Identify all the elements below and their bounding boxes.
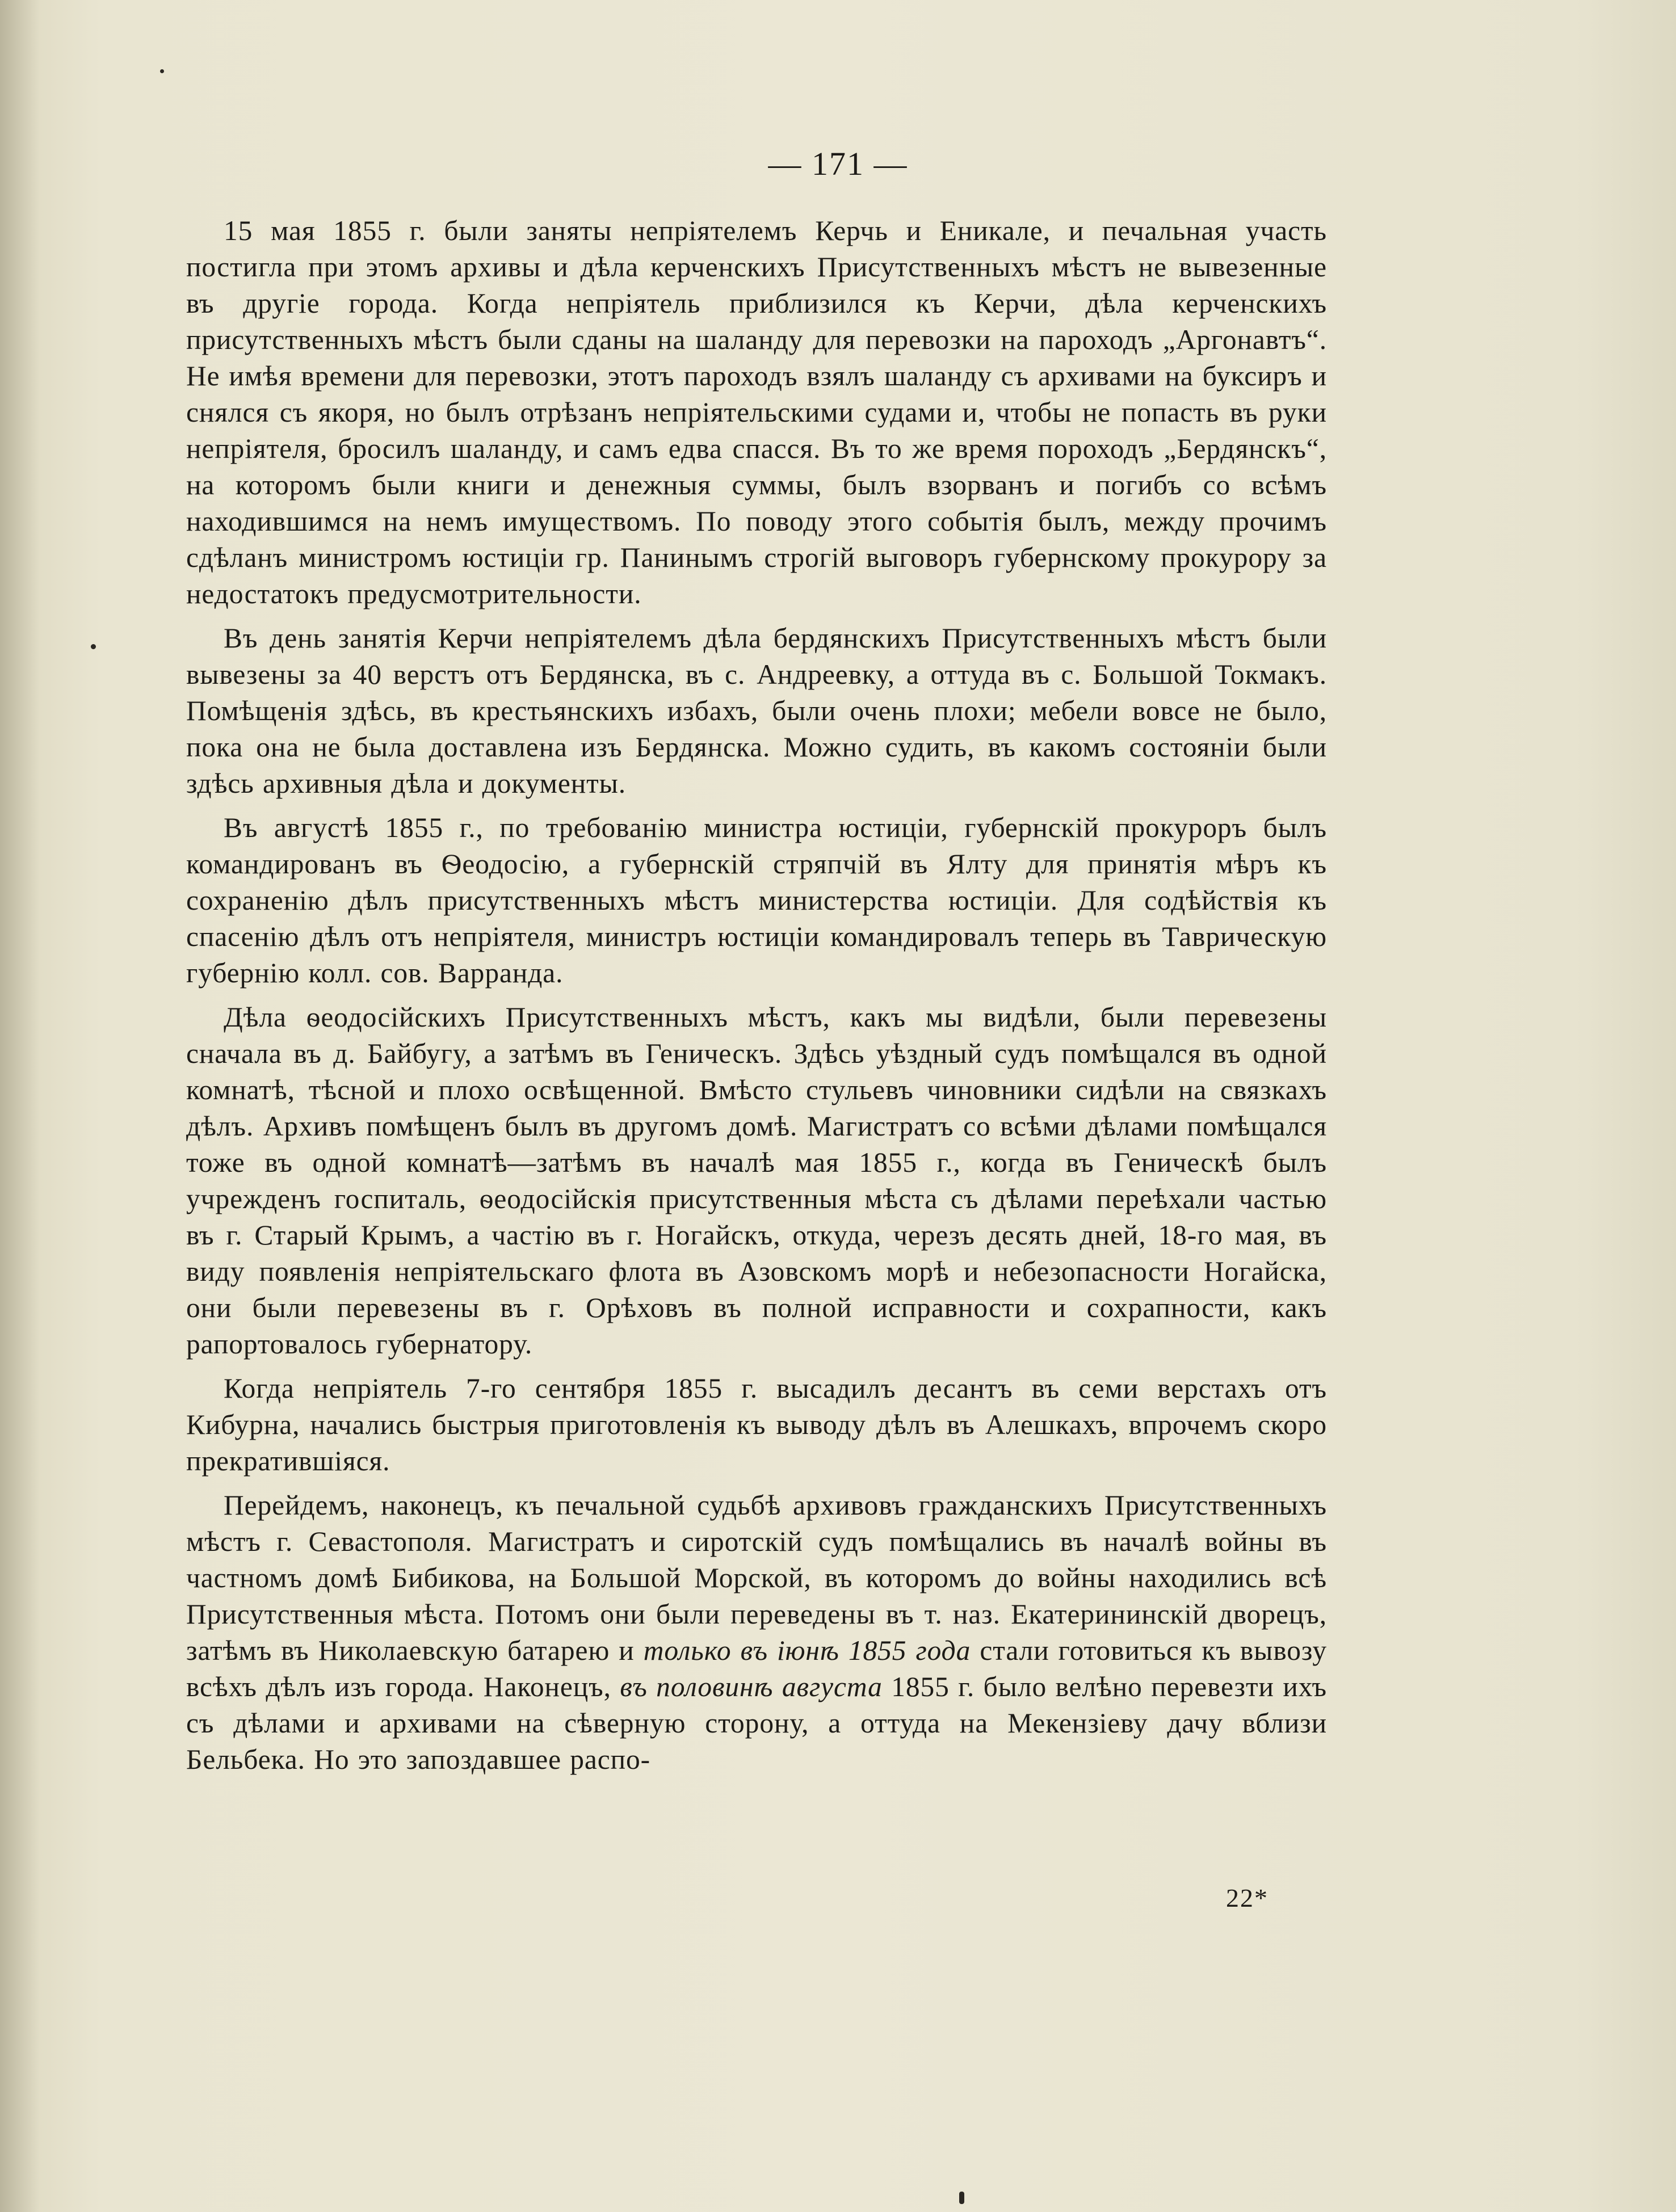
text-run: Въ день занятія Керчи непріятелемъ дѣла бердянскихъ Присутственныхъ мѣстъ были вывезены за 40 верстъ отъ Бердянска, въ с. Андреевку, а оттуда въ с. Большой Токмакъ. Помѣщенія здѣсь, въ крестьянскихъ избахъ, были очень плохи; мебели вовсе не было, пока она не была доставлена изъ Бердянска. Можно судить, въ какомъ состояніи были здѣсь архивныя дѣла и документы. [186, 623, 1327, 799]
text-run: Перейдемъ, наконецъ, къ печальной судьбѣ архивовъ гражданскихъ Присутственныхъ мѣстъ г. Севастополя. Магистратъ и сиротскій судъ помѣщались въ началѣ войны въ частномъ домѣ Бибикова, на Большой Морской, въ которомъ до войны находились всѣ Присутственныя мѣста. Потомъ они были переведены въ т. наз. Екатерининскій дворецъ, затѣмъ въ Николаевскую батарею и [186, 1490, 1327, 1666]
text-run: Дѣла ѳеодосійскихъ Присутственныхъ мѣстъ, какъ мы видѣли, были перевезены сначала въ д. Байбугу, а затѣмъ въ Геническъ. Здѣсь уѣздный судъ помѣщался въ одной комнатѣ, тѣсной и плохо освѣщенной. Вмѣсто стульевъ чиновники сидѣли на связкахъ дѣлъ. Архивъ помѣщенъ былъ въ другомъ домѣ. Магистратъ со всѣми дѣлами помѣщался тоже въ одной комнатѣ—затѣмъ въ началѣ мая 1855 г., когда въ Геническѣ былъ учрежденъ госпиталь, ѳеодосійскія присутственныя мѣста съ дѣлами переѣхали частью въ г. Старый Крымъ, а частію въ г. Ногайскъ, откуда, черезъ десять дней, 18-го мая, въ виду появленія непріятельскаго флота въ Азовскомъ морѣ и небезопасности Ногайска, они были перевезены въ г. Орѣховъ въ полной исправности и сохрапности, какъ рапортовалось губернатору. [186, 1002, 1327, 1360]
signature-mark: 22* [1226, 1883, 1268, 1912]
body-text [186, 213, 1327, 1786]
text-run: Въ августѣ 1855 г., по требованію министра юстиціи, губернскій прокуроръ былъ командированъ въ Ѳеодосію, а губернскій стряпчій въ Ялту для принятія мѣръ къ сохраненію дѣлъ присутственныхъ мѣстъ министерства юстиціи. Для содѣйствія къ спасенію дѣлъ отъ непріятеля, министръ юстиціи командировалъ теперь въ Таврическую губернію колл. сов. Варранда. [186, 812, 1327, 989]
text-run: Когда непріятель 7-го сентября 1855 г. высадилъ десантъ въ семи верстахъ отъ Кибурна, начались быстрыя приготовленія къ выводу дѣлъ въ Алешкахъ, впрочемъ скоро прекратившіяся. [186, 1373, 1327, 1477]
paragraph [186, 999, 1327, 1362]
italic-text: въ половинѣ августа [620, 1671, 883, 1702]
paragraph [186, 810, 1327, 991]
text-run: 1855 г. было велѣно перевезти ихъ съ дѣлами и архивами на сѣверную сторону, а оттуда на Мекензіеву дачу вблизи Бельбека. Но это запоздавшее распо- [186, 1671, 1328, 1775]
text-run: стали готовиться къ вывозу всѣхъ дѣлъ изъ города. Наконецъ, [186, 1635, 1327, 1702]
text-run: 15 мая 1855 г. были заняты непріятелемъ Керчь и Еникале, и печальная участь постигла при этомъ архивы и дѣла керченскихъ Присутственныхъ мѣстъ не вывезенные въ другіе города. Когда непріятель приблизился къ Керчи, дѣла керченскихъ присутственныхъ мѣстъ были сданы на шаланду для перевозки на пароходъ „Аргонавтъ“. Не имѣя времени для перевозки, этотъ пароходъ взялъ шаланду съ архивами на буксиръ и снялся съ якоря, но былъ отрѣзанъ непріятельскими судами и, чтобы не попасть въ руки непріятеля, бросилъ шаланду, и самъ едва спасся. Въ то же время пороходъ „Бердянскъ“, на которомъ были книги и денежныя суммы, былъ взорванъ и погибъ со всѣмъ находившимся на немъ имуществомъ. По поводу этого событія былъ, между прочимъ сдѣланъ министромъ юстиціи гр. Панинымъ строгій выговоръ губернскому прокурору за недостатокъ предусмотрительности. [186, 215, 1327, 609]
paper-speck [160, 69, 164, 73]
paragraph [186, 1487, 1327, 1778]
page-number: — 171 — [768, 145, 908, 182]
paper-speck [959, 2192, 964, 2204]
binding-shadow [0, 0, 40, 2212]
paragraph [186, 620, 1327, 802]
paper-speck [91, 644, 96, 649]
paragraph [186, 1370, 1327, 1479]
paragraph [186, 213, 1327, 612]
italic-text: только въ іюнѣ 1855 года [643, 1635, 971, 1666]
